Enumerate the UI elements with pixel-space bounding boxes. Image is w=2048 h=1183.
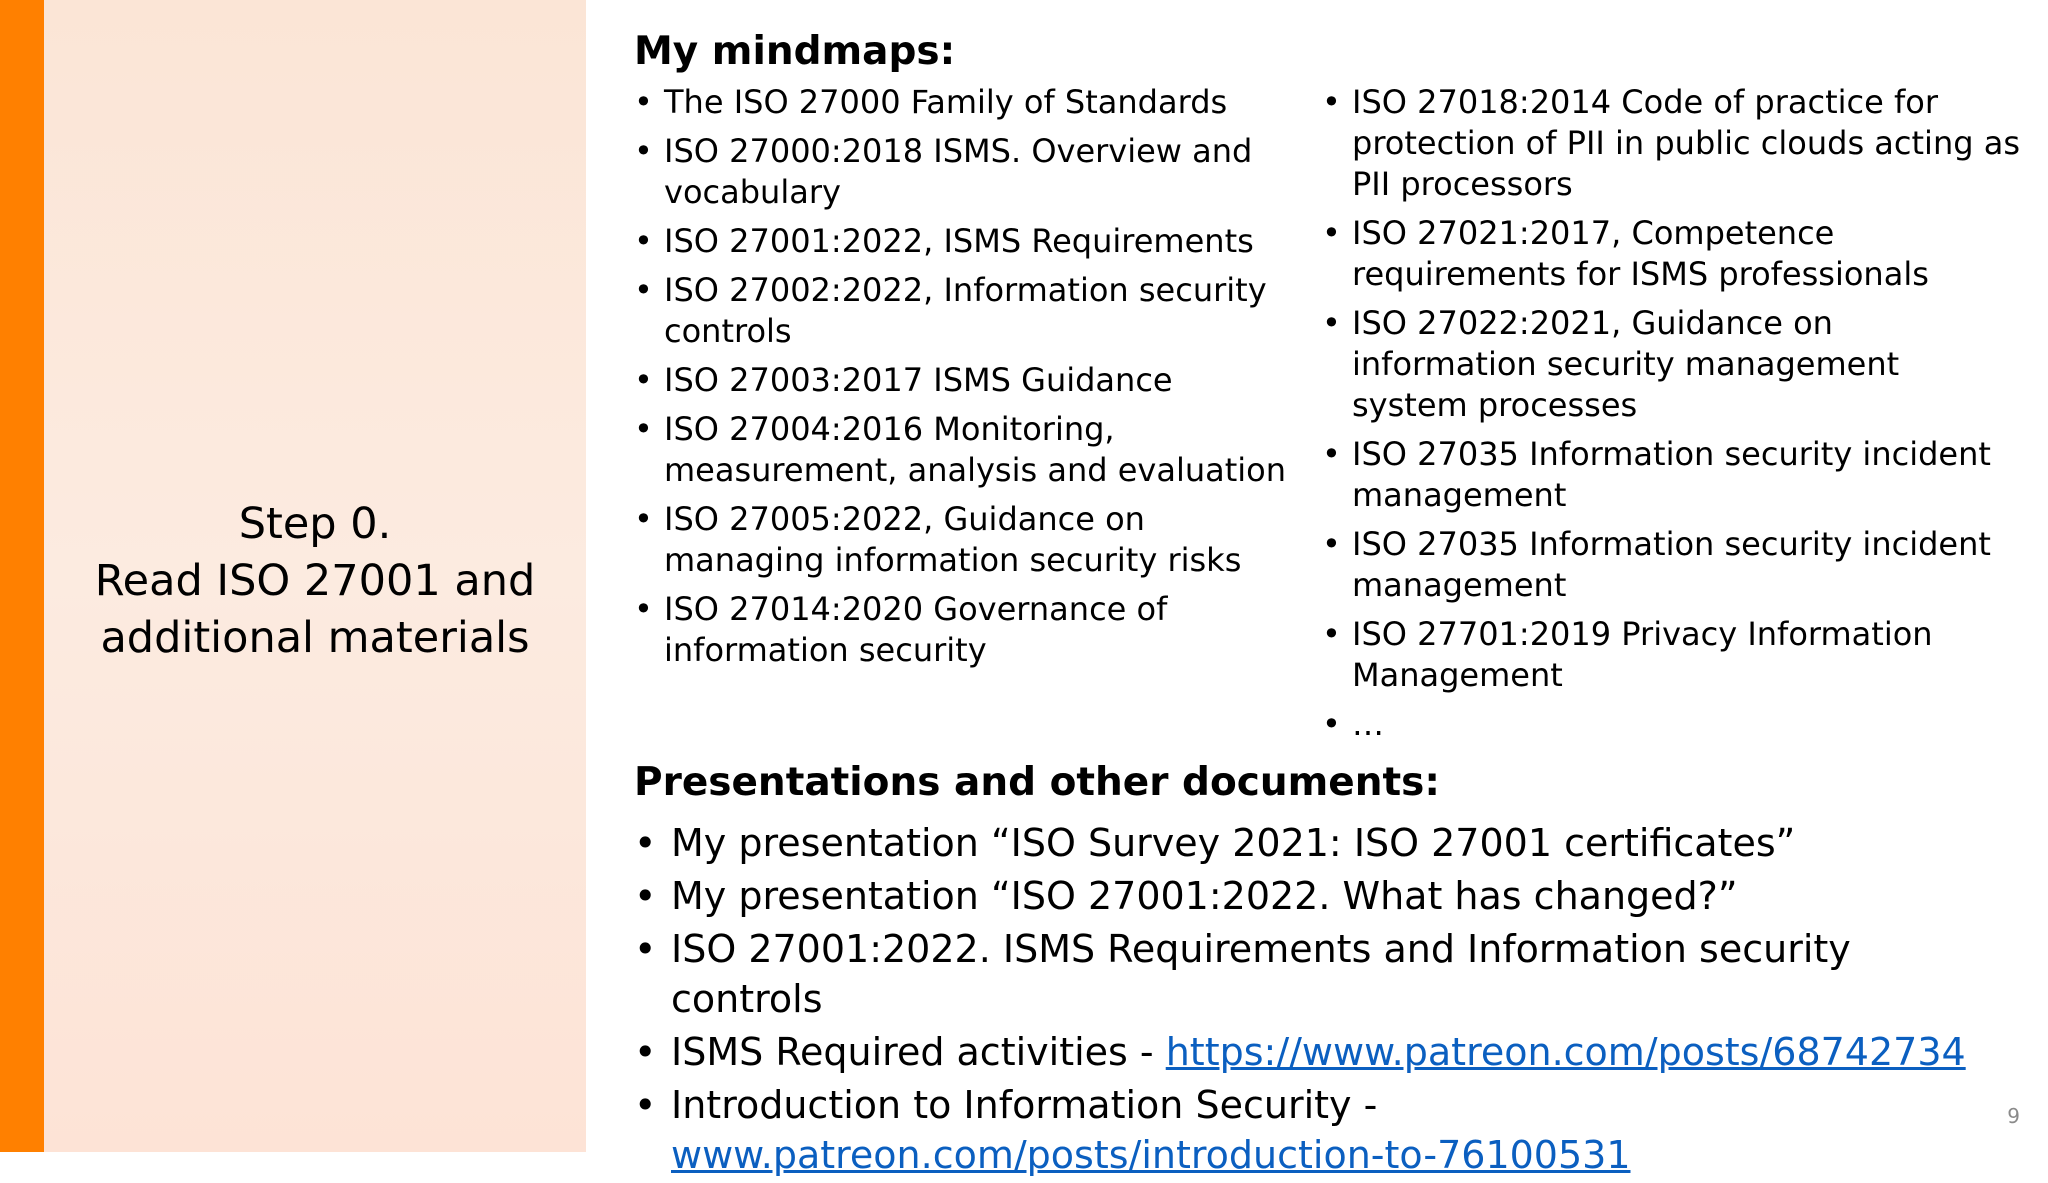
document-item-text: Introduction to Information Security - (671, 1083, 1378, 1127)
document-item-text: My presentation “ISO Survey 2021: ISO 27001 certificates” (671, 821, 1796, 865)
mindmap-item: • ISO 27022:2021, Guidance on information security management system processes (1322, 303, 2022, 426)
document-item (634, 818, 2014, 868)
step-title (95, 496, 536, 667)
mindmap-item: • ISO 27003:2017 ISMS Guidance (634, 360, 1294, 401)
mindmaps-heading: My mindmaps: (634, 29, 956, 74)
mindmap-item: • ISO 27035 Information security incident management (1322, 434, 2022, 516)
document-item-text: My presentation “ISO 27001:2022. What has changed?” (671, 874, 1738, 918)
mindmap-item: • ISO 27035 Information security incident management (1322, 524, 2022, 606)
documents-heading: Presentations and other documents: (634, 760, 1440, 805)
patreon-link-isms-activities[interactable]: https://www.patreon.com/posts/68742734 (1165, 1030, 1966, 1074)
mindmap-item: • ISO 27001:2022, ISMS Requirements (634, 221, 1294, 262)
mindmap-item: • ISO 27701:2019 Privacy Information Management (1322, 614, 2022, 696)
mindmaps-list-right (1322, 82, 2022, 753)
document-item (634, 1027, 2014, 1077)
mindmap-item: • ISO 27004:2016 Monitoring, measurement, analysis and evaluation (634, 409, 1294, 491)
mindmap-item: • ISO 27000:2018 ISMS. Overview and vocabulary (634, 131, 1294, 213)
side-panel (44, 0, 586, 1152)
mindmap-item: • ISO 27002:2022, Information security controls (634, 270, 1294, 352)
documents-list (634, 818, 2014, 1183)
mindmap-item: • ISO 27014:2020 Governance of information security (634, 589, 1294, 671)
step-title-line-1: Step 0. (238, 498, 392, 549)
document-item (634, 924, 2014, 1024)
mindmap-item-ellipsis: • … (1322, 704, 2022, 745)
accent-bar (0, 0, 44, 1152)
step-title-line-2: Read ISO 27001 and (94, 555, 536, 606)
mindmap-item: • ISO 27018:2014 Code of practice for protection of PII in public clouds acting as PII processors (1322, 82, 2022, 205)
document-item-text: ISO 27001:2022. ISMS Requirements and Information security controls (671, 927, 1851, 1021)
page-number: 9 (2007, 1104, 2020, 1128)
mindmap-item: • ISO 27005:2022, Guidance on managing information security risks (634, 499, 1294, 581)
mindmap-item: • The ISO 27000 Family of Standards (634, 82, 1294, 123)
document-item (634, 871, 2014, 921)
document-item (634, 1080, 2014, 1180)
step-title-line-3: additional materials (100, 612, 530, 663)
mindmap-item: • ISO 27021:2017, Competence requirements for ISMS professionals (1322, 213, 2022, 295)
document-item-text: ISMS Required activities - (671, 1030, 1166, 1074)
mindmaps-list-left (634, 82, 1294, 679)
patreon-link-intro-infosec[interactable]: www.patreon.com/posts/introduction-to-76100531 (671, 1133, 1631, 1177)
